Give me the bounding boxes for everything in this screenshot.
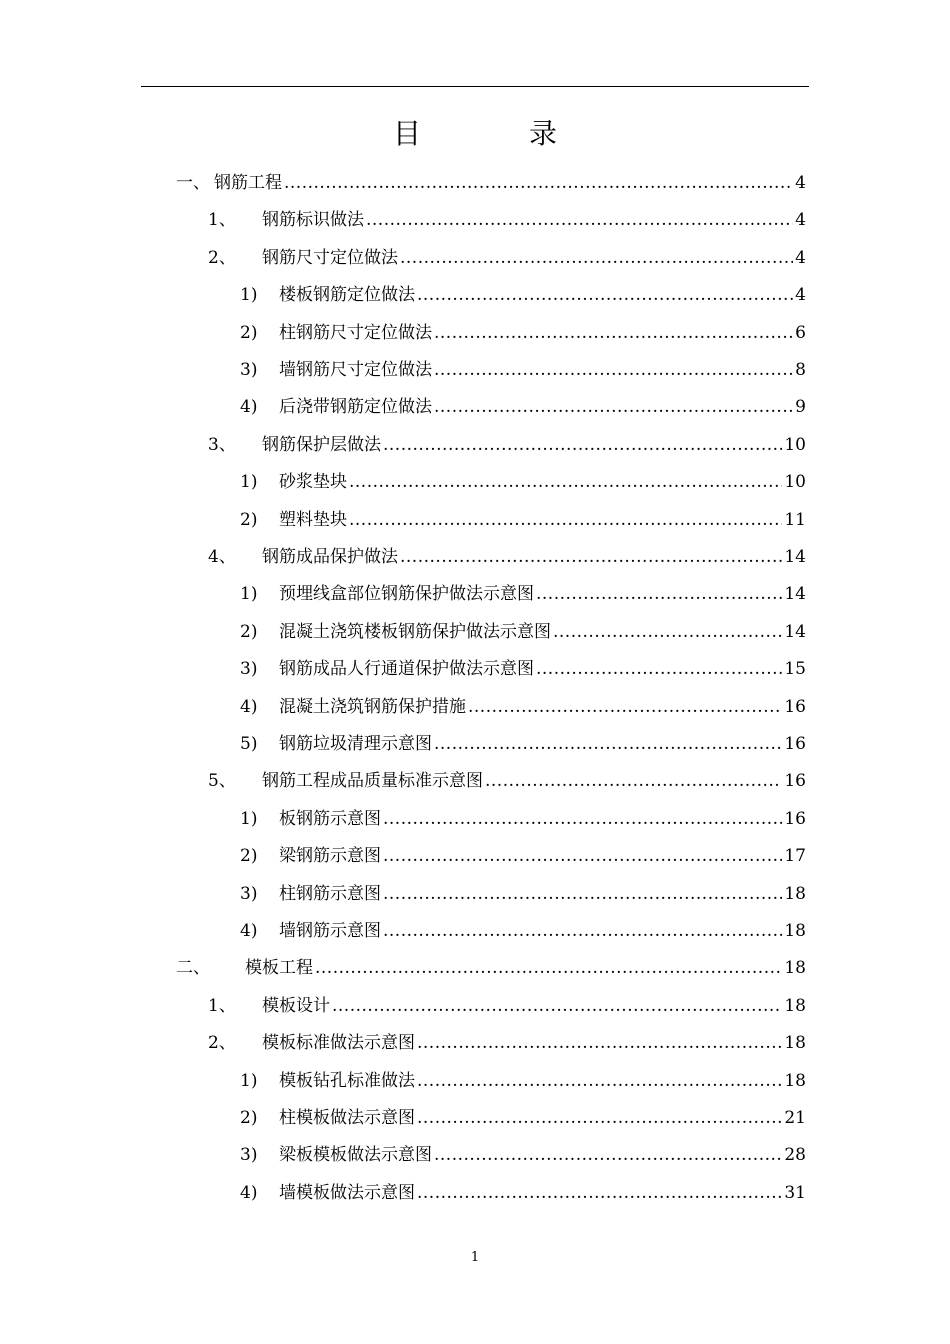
toc-entry-page: 28 (784, 1145, 806, 1166)
toc-entry[interactable] (0, 988, 950, 1025)
toc-entry-title: 预埋线盒部位钢筋保护做法示意图 (279, 584, 534, 605)
toc-entry[interactable] (0, 576, 950, 613)
toc-entry-title: 板钢筋示意图 (279, 808, 381, 829)
toc-entry[interactable] (0, 726, 950, 763)
toc-entry-page: 14 (784, 621, 806, 642)
toc-entry-title: 钢筋成品人行通道保护做法示意图 (279, 659, 534, 680)
toc-entry[interactable] (0, 913, 950, 950)
toc-entry-page: 18 (784, 883, 806, 904)
toc-entry-page: 6 (795, 322, 806, 343)
toc-entry-title: 钢筋垃圾清理示意图 (279, 734, 432, 754)
toc-entry-page: 4 (795, 285, 806, 306)
toc-entry-number: 4) (240, 1182, 258, 1203)
toc-entry[interactable] (0, 763, 950, 800)
toc-entry-number: 5) (240, 734, 258, 754)
toc-entry-number: 5、 (208, 771, 236, 792)
toc-entry-page: 10 (784, 434, 806, 455)
toc-entry[interactable] (0, 315, 950, 352)
toc-entry-page: 14 (784, 584, 806, 605)
toc-entry[interactable] (0, 464, 950, 501)
toc-entry-page: 18 (784, 995, 806, 1016)
toc-entry-title: 模板钻孔标准做法 (279, 1070, 415, 1091)
toc-entry-page: 21 (784, 1108, 806, 1128)
toc-entry-number: 1) (240, 285, 258, 306)
toc-entry[interactable] (0, 614, 950, 651)
toc-leader-dots (536, 651, 782, 688)
toc-entry[interactable] (0, 202, 950, 239)
toc-entry-number: 3) (240, 659, 258, 680)
toc-entry-number: 4) (240, 921, 258, 941)
toc-entry-number: 1) (240, 1070, 258, 1091)
toc-entry-title: 钢筋标识做法 (262, 210, 364, 231)
toc-leader-dots (383, 913, 782, 950)
toc-entry-number: 3、 (208, 434, 236, 455)
toc-entry-title: 墙钢筋示意图 (279, 921, 381, 941)
toc-entry-page: 15 (784, 659, 806, 680)
toc-entry[interactable] (0, 1175, 950, 1212)
toc-entry-title: 柱模板做法示意图 (279, 1108, 415, 1128)
toc-entry-title: 梁钢筋示意图 (279, 846, 381, 867)
toc-entry-page: 4 (795, 210, 806, 231)
toc-entry-number: 1) (240, 584, 258, 605)
toc-leader-dots (349, 464, 782, 501)
toc-leader-dots (434, 1137, 782, 1174)
toc-entry[interactable] (0, 277, 950, 314)
toc-entry[interactable] (0, 801, 950, 838)
toc-entry-title: 梁板模板做法示意图 (279, 1145, 432, 1166)
toc-entry-title: 模板工程 (245, 958, 313, 979)
toc-entry[interactable] (0, 950, 950, 987)
toc-entry-title: 柱钢筋尺寸定位做法 (279, 322, 432, 343)
toc-entry-page: 16 (784, 696, 806, 717)
toc-leader-dots (349, 502, 782, 539)
toc-leader-dots (417, 1175, 782, 1212)
toc-entry-title: 塑料垫块 (279, 509, 347, 530)
toc-entry-title: 柱钢筋示意图 (279, 883, 381, 904)
toc-entry-number: 一、 (176, 173, 210, 193)
toc-entry-page: 4 (795, 173, 806, 193)
page-number: 1 (470, 1250, 480, 1265)
toc-entry-number: 2、 (208, 1033, 236, 1054)
toc-entry-title: 钢筋保护层做法 (262, 434, 381, 455)
toc-entry-page: 9 (795, 397, 806, 418)
toc-leader-dots (417, 1025, 782, 1062)
toc-entry-number: 2) (240, 509, 258, 530)
toc-entry-number: 1) (240, 808, 258, 829)
toc-entry-number: 4) (240, 696, 258, 717)
toc-entry-page: 16 (784, 771, 806, 792)
toc-leader-dots (315, 950, 782, 987)
toc-entry-number: 1、 (208, 995, 236, 1016)
toc-entry-number: 二、 (176, 958, 210, 979)
toc-entry-number: 2、 (208, 247, 236, 268)
toc-entry[interactable] (0, 838, 950, 875)
toc-entry-title: 混凝土浇筑钢筋保护措施 (279, 696, 466, 717)
toc-entry[interactable] (0, 1100, 950, 1137)
toc-entry[interactable] (0, 651, 950, 688)
toc-entry-page: 16 (784, 808, 806, 829)
toc-entry-title: 砂浆垫块 (279, 472, 347, 493)
header-rule (141, 86, 809, 87)
toc-leader-dots (434, 726, 782, 763)
toc-entry-title: 钢筋尺寸定位做法 (262, 247, 398, 268)
toc-entry-title: 后浇带钢筋定位做法 (279, 397, 432, 418)
toc-entry[interactable] (0, 427, 950, 464)
toc-entry-number: 2) (240, 846, 258, 867)
toc-leader-dots (383, 427, 782, 464)
toc-entry[interactable] (0, 1063, 950, 1100)
toc-entry-page: 11 (784, 509, 806, 530)
toc-entry-page: 18 (784, 1070, 806, 1091)
toc-leader-dots (417, 1100, 782, 1137)
toc-entry-page: 31 (784, 1182, 806, 1203)
toc-leader-dots (400, 539, 782, 576)
toc-leader-dots (417, 1063, 782, 1100)
toc-entry-page: 18 (784, 958, 806, 979)
toc-entry-title: 模板设计 (262, 995, 330, 1016)
toc-entry-number: 2) (240, 621, 258, 642)
toc-entry-number: 4) (240, 397, 258, 418)
toc-entry-number: 2) (240, 1108, 258, 1128)
toc-leader-dots (417, 277, 793, 314)
toc-entry-page: 16 (784, 734, 806, 754)
toc-entry-number: 3) (240, 1145, 258, 1166)
toc-entry-number: 3) (240, 360, 258, 380)
toc-leader-dots (485, 763, 782, 800)
toc-entry-number: 1) (240, 472, 258, 493)
toc-entry-title: 钢筋工程成品质量标准示意图 (262, 771, 483, 792)
toc-leader-dots (383, 876, 782, 913)
toc-entry-page: 17 (784, 846, 806, 867)
page-title: 目 录 (392, 117, 597, 150)
toc-leader-dots (383, 838, 782, 875)
toc-entry-page: 14 (784, 547, 806, 567)
toc-entry-page: 8 (795, 360, 806, 380)
toc-entry[interactable] (0, 389, 950, 426)
toc-entry-title: 模板标准做法示意图 (262, 1033, 415, 1054)
toc-entry-title: 钢筋成品保护做法 (262, 547, 398, 567)
toc-leader-dots (553, 614, 782, 651)
toc-entry[interactable] (0, 876, 950, 913)
toc-entry-number: 1、 (208, 210, 236, 231)
toc-entry[interactable] (0, 1025, 950, 1062)
toc-leader-dots (434, 352, 793, 389)
toc-entry-number: 2) (240, 322, 258, 343)
toc-leader-dots (468, 689, 782, 726)
toc-entry[interactable] (0, 240, 950, 277)
toc-entry[interactable] (0, 1137, 950, 1174)
toc-leader-dots (434, 389, 793, 426)
toc-entry-page: 10 (784, 472, 806, 493)
toc-entry-page: 4 (795, 247, 806, 268)
toc-entry-page: 18 (784, 1033, 806, 1054)
toc-entry-title: 楼板钢筋定位做法 (279, 285, 415, 306)
toc-leader-dots (332, 988, 782, 1025)
toc-entry[interactable] (0, 502, 950, 539)
toc-leader-dots (434, 315, 793, 352)
toc-leader-dots (400, 240, 793, 277)
toc-entry-title: 混凝土浇筑楼板钢筋保护做法示意图 (279, 621, 551, 642)
toc-entry-number: 3) (240, 883, 258, 904)
toc-leader-dots (284, 165, 793, 202)
toc-entry-title: 墙模板做法示意图 (279, 1182, 415, 1203)
toc-entry-page: 18 (784, 921, 806, 941)
toc-entry[interactable] (0, 689, 950, 726)
toc-entry-title: 墙钢筋尺寸定位做法 (279, 360, 432, 380)
toc-entry[interactable] (0, 352, 950, 389)
toc-entry[interactable] (0, 539, 950, 576)
toc-leader-dots (366, 202, 793, 239)
toc-entry-number: 4、 (208, 547, 236, 567)
toc-entry[interactable] (0, 165, 950, 202)
toc-leader-dots (383, 801, 782, 838)
toc-leader-dots (536, 576, 782, 613)
toc-entry-title: 钢筋工程 (214, 173, 282, 193)
